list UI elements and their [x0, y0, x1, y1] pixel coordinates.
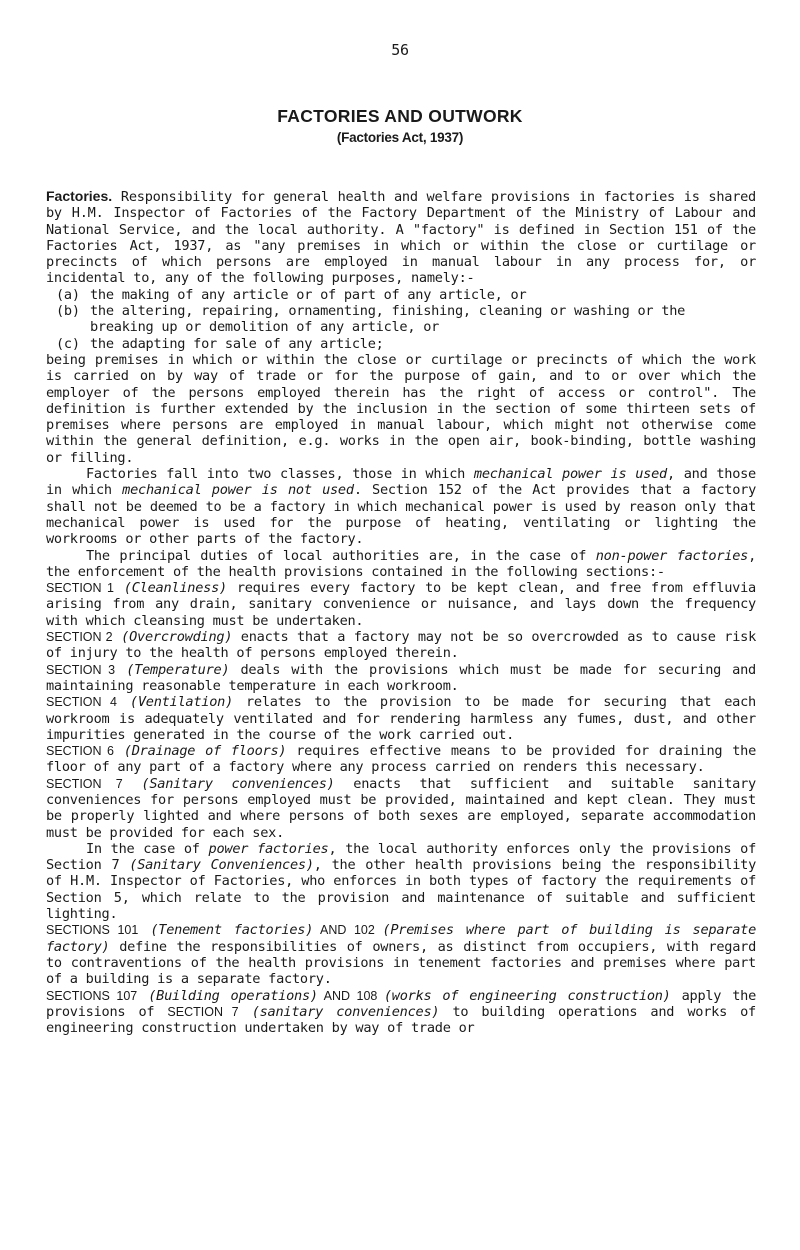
intro-lead: Factories. [46, 188, 113, 204]
section-text: to building operations and works of engineering construction undertaken by way of trade or [46, 1003, 756, 1037]
section-title: (Tenement factories) [150, 922, 314, 939]
list-item-label: (a) [56, 286, 80, 303]
section-heading: SECTION 7 [167, 1004, 239, 1019]
power-text: , the other health provisions being the responsibility of H.M. Inspector of Factories, who enforces in both types of factory the requirements of Section 5, which relate to the provision and maintenance of suitable and sufficient lighting. [46, 857, 757, 923]
intro-paragraph [46, 188, 756, 287]
section-heading: SECTION 7 [46, 776, 123, 791]
section-title: (Building operations) [148, 987, 318, 1004]
tenement-paragraph [46, 922, 756, 987]
section-text: relates to the provision to be made for securing that each workroom is adequately ventilated and for rendering harmless any fumes, dust, and other impurities generated in the course of the work carried out. [46, 694, 756, 743]
power-text: , the local authority enforces only the provisions of Section 7 [46, 840, 757, 874]
section-heading: SECTIONS 101 [46, 923, 139, 938]
section-heading: AND 102 [313, 923, 383, 938]
building-paragraph [46, 988, 756, 1037]
section-text: define the responsibilities of owners, as distinct from occupiers, with regard to contraventions of the health provisions in tenement factories and premises where part of a building is a separate factory. [46, 938, 756, 988]
section-paragraph [46, 580, 756, 629]
intro-text: Responsibility for general health and welfare provisions in factories is shared by H.M. Inspector of Factories of the Factory Department of the Ministry of Labour and National Service, and the local authority. A "factory" is defined in Section 151 of the Factories Act, 1937, as "any premises in which or within the close or curtilage or precincts of which persons are employed in manual labour in any process for, or incidental to, any of the following purposes, namely:- [46, 189, 756, 287]
section-text: apply the provisions of [46, 987, 756, 1020]
page-subtitle: (Factories Act, 1937) [336, 130, 464, 145]
section-paragraph [46, 743, 756, 776]
section-heading: SECTION 3 [46, 662, 116, 677]
list-item-label: (b) [56, 303, 80, 320]
power-factories-paragraph [46, 841, 756, 922]
section-text: requires every factory to be kept clean, and free from effluvia arising from any drain, sanitary convenience or nuisance, and lays down the frequency with which cleansing must be undertaken. [46, 580, 756, 629]
power-term: (Sanitary Conveniences) [129, 857, 314, 874]
duties-term: non-power factories [595, 547, 749, 564]
section-title: (works of engineering construction) [383, 987, 671, 1004]
power-text: In the case of [86, 840, 209, 857]
section-title: (Drainage of floors) [123, 743, 287, 760]
list-item [46, 287, 756, 303]
section-title: (Sanitary conveniences) [141, 775, 335, 792]
section-heading: AND 108 [317, 988, 384, 1003]
duties-text: The principal duties of local authorities are, in the case of [86, 547, 596, 564]
duties-text: , the enforcement of the health provisions contained in the following sections:- [46, 547, 757, 580]
classes-term: mechanical power is used [473, 466, 667, 483]
section-text: requires effective means to be provided for draining the floor of any part of a factory where any process carried on renders this necessary. [46, 743, 756, 776]
section-title: (sanitary conveniences) [251, 1003, 440, 1020]
section-text: deals with the provisions which must be made for securing and maintaining reasonable temperature in each workroom. [46, 661, 756, 694]
section-heading: SECTION 4 [46, 695, 117, 710]
section-heading: SECTION 6 [46, 744, 114, 759]
section-paragraph [46, 776, 756, 841]
classes-text: , and those in which [46, 466, 756, 499]
section-title: (Premises where part of building is separate factory) [46, 922, 757, 955]
section-text: enacts that a factory may not be so overcrowded as to cause risk of injury to the health of persons employed therein. [46, 629, 756, 662]
section-title: (Overcrowding) [121, 629, 233, 646]
list-item [46, 336, 756, 352]
section-title: (Ventilation) [129, 694, 234, 711]
list-item [46, 303, 756, 336]
list-item-text: the making of any article or of part of any article, or [90, 286, 527, 303]
list-item-label: (c) [56, 335, 80, 352]
section-paragraph [46, 662, 756, 695]
classes-text: Factories fall into two classes, those in which [86, 466, 474, 483]
section-heading: SECTION 1 [46, 581, 114, 596]
section-heading: SECTION 2 [46, 630, 113, 645]
section-paragraph [46, 694, 756, 743]
classes-text: . Section 152 of the Act provides that a factory shall not be deemed to be a factory in which mechanical power is used by reason only that mechanical power is used for the purpose of heating, ventilating or lighting the workrooms or other parts of the factory. [46, 482, 756, 548]
classes-paragraph [46, 466, 756, 547]
classes-term: mechanical power is not used [122, 482, 354, 499]
document-body [46, 188, 756, 1036]
list-item-text: the altering, repairing, ornamenting, finishing, cleaning or washing or the breaking up or demolition of any article, or [90, 303, 686, 336]
section-text: enacts that sufficient and suitable sanitary conveniences for persons employed must be provided, maintained and kept clean. They must be properly lighted and where persons of both sexes are employed, separate accommodation must be provided for each sex. [46, 775, 756, 841]
list-item-text: the adapting for sale of any article; [90, 335, 384, 352]
definition-continuation: being premises in which or within the close or curtilage or precincts of which the work is carried on by way of trade or for the purpose of gain, and to or over which the employer of the persons employed therein has the right of access or control". The definition is further extended by the inclusion in the section of some thirteen sets of premises where persons are employed in manual labour, which might not otherwise come within the general definition, e.g. works in the open air, book-binding, bottle washing or filling. [46, 351, 756, 466]
section-title: (Cleanliness) [123, 580, 227, 597]
page-number: 56 [391, 41, 409, 59]
power-term: power factories [208, 840, 329, 857]
page-title: FACTORIES AND OUTWORK [277, 106, 523, 126]
section-heading: SECTIONS 107 [46, 988, 138, 1003]
duties-paragraph [46, 548, 756, 581]
section-title: (Temperature) [126, 661, 230, 678]
section-paragraph [46, 629, 756, 662]
